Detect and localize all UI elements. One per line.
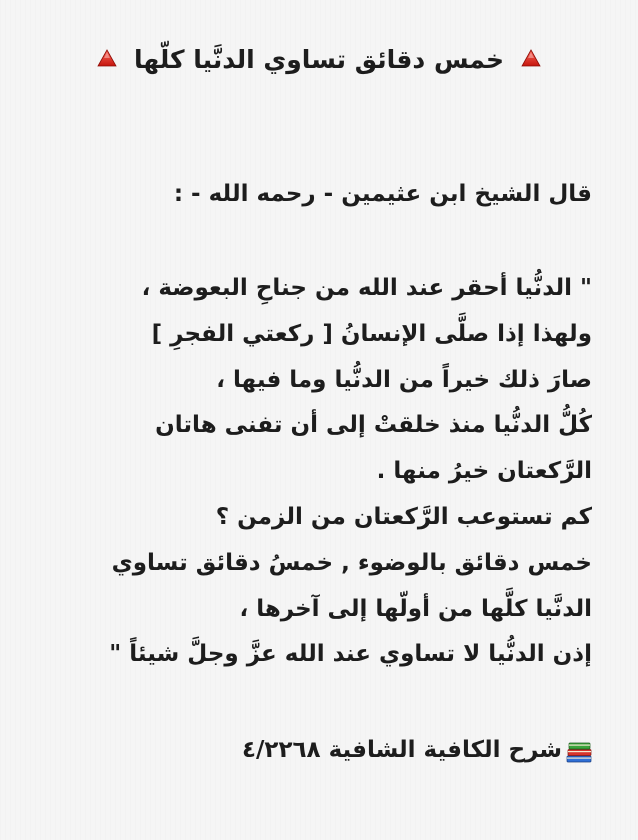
page-title: خمس دقائق تساوي الدنَّيا كلّها bbox=[133, 45, 505, 74]
quote-line: إذن الدنُّيا لا تساوي عند الله عزَّ وجلَّ شيئاً " bbox=[109, 641, 592, 668]
source-citation bbox=[242, 734, 594, 766]
quote-line: كم تستوعب الرَّكعتان من الزمن ؟ bbox=[215, 503, 592, 530]
quote-line: " الدنُّيا أحقر عند الله من جناحِ البعوضة ، bbox=[141, 275, 592, 301]
source-text: شرح الكافية الشافية ٤/٢٢٦٨ bbox=[241, 737, 562, 763]
quote-line: الرَّكعتان خيرُ منها . bbox=[376, 458, 592, 485]
red-triangle-icon bbox=[97, 48, 117, 68]
quote-line: صارَ ذلك خيراً من الدنُّيا وما فيها ، bbox=[216, 366, 592, 393]
quote-block bbox=[32, 266, 592, 678]
quote-line: الدنَّيا كلَّها من أولّها إلى آخرها ، bbox=[239, 595, 592, 622]
quote-line: كُلُّ الدنُّيا منذ خلقتْ إلى أن تفنى هاتان bbox=[155, 412, 592, 439]
page-title-row bbox=[0, 44, 638, 76]
intro-line: قال الشيخ ابن عثيمين - رحمه الله - : bbox=[173, 181, 592, 207]
quote-line: خمس دقائق بالوضوء , خمسُ دقائق تساوي bbox=[111, 549, 592, 576]
books-icon bbox=[564, 735, 594, 765]
quote-line: ولهذا إذا صلَّى الإنسانُ [ ركعتي الفجرِ ] bbox=[151, 320, 592, 347]
red-triangle-icon bbox=[521, 48, 541, 68]
